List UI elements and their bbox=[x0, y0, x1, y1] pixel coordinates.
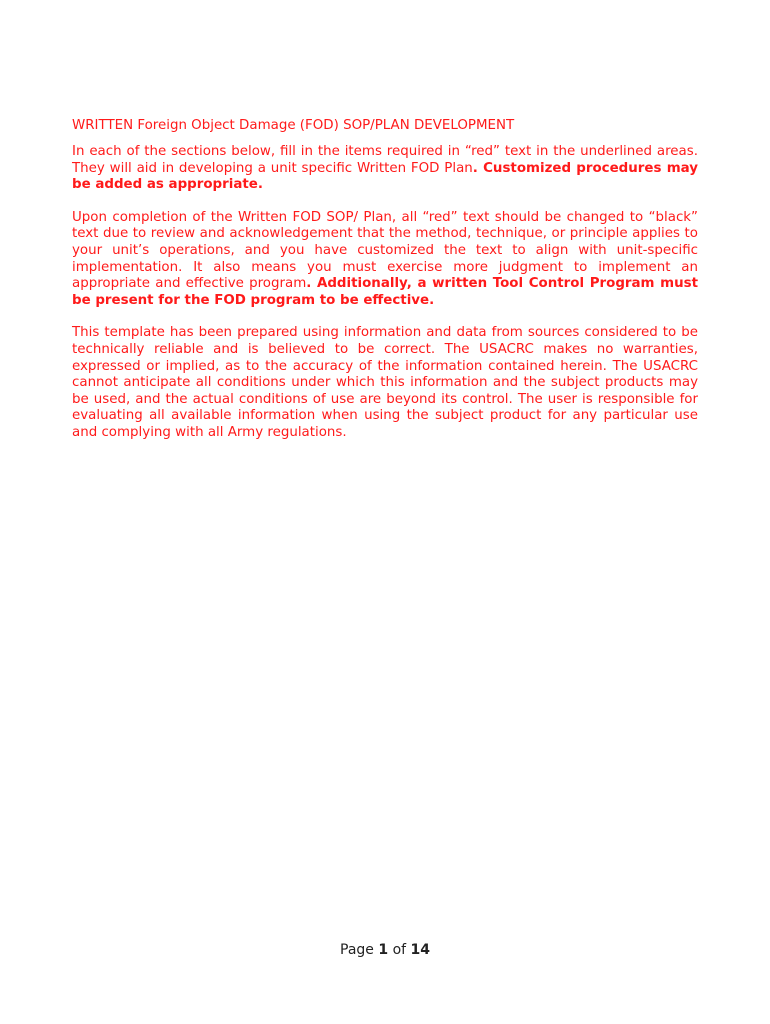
instructions-paragraph bbox=[72, 144, 698, 194]
disclaimer-paragraph: This template has been prepared using information and data from sources considered to be technically reliable and is believed to be correct. The USACRC makes no warranties, expressed or implied, as to the accuracy of the information contained herein. The USACRC cannot anticipate all conditions under which this information and the subject products may be used, and the actual conditions of use are beyond its control. The user is responsible for evaluating all available information when using the subject product for any particular use and complying with all Army regulations. bbox=[72, 325, 698, 440]
instructions-bold-text: . Customized procedures may be added as appropriate. bbox=[72, 160, 698, 193]
page-label: Page bbox=[340, 942, 374, 958]
document-title: WRITTEN Foreign Object Damage (FOD) SOP/PLAN DEVELOPMENT bbox=[72, 118, 515, 133]
page-footer bbox=[0, 942, 770, 958]
completion-text: Upon completion of the Written FOD SOP/ Plan, all “red” text should be changed to “black” text due to review and acknowledgement that the method, technique, or principle applies to your unit’s operations, and you have customized the text to align with unit-specific implementation. It also means you must exercise more judgment to implement an appropriate and effective program bbox=[72, 209, 698, 292]
instructions-text: In each of the sections below, fill in the items required in “red” text in the underlined areas. They will aid in developing a unit specific Written FOD Plan bbox=[72, 144, 698, 176]
completion-paragraph bbox=[72, 210, 698, 310]
of-label: of bbox=[392, 942, 407, 958]
completion-bold-text: . Additionally, a written Tool Control Program must be present for the FOD program to be effective. bbox=[72, 276, 698, 308]
current-page-number: 1 bbox=[378, 942, 389, 958]
total-pages-number: 14 bbox=[410, 942, 430, 958]
document-body bbox=[72, 117, 698, 458]
